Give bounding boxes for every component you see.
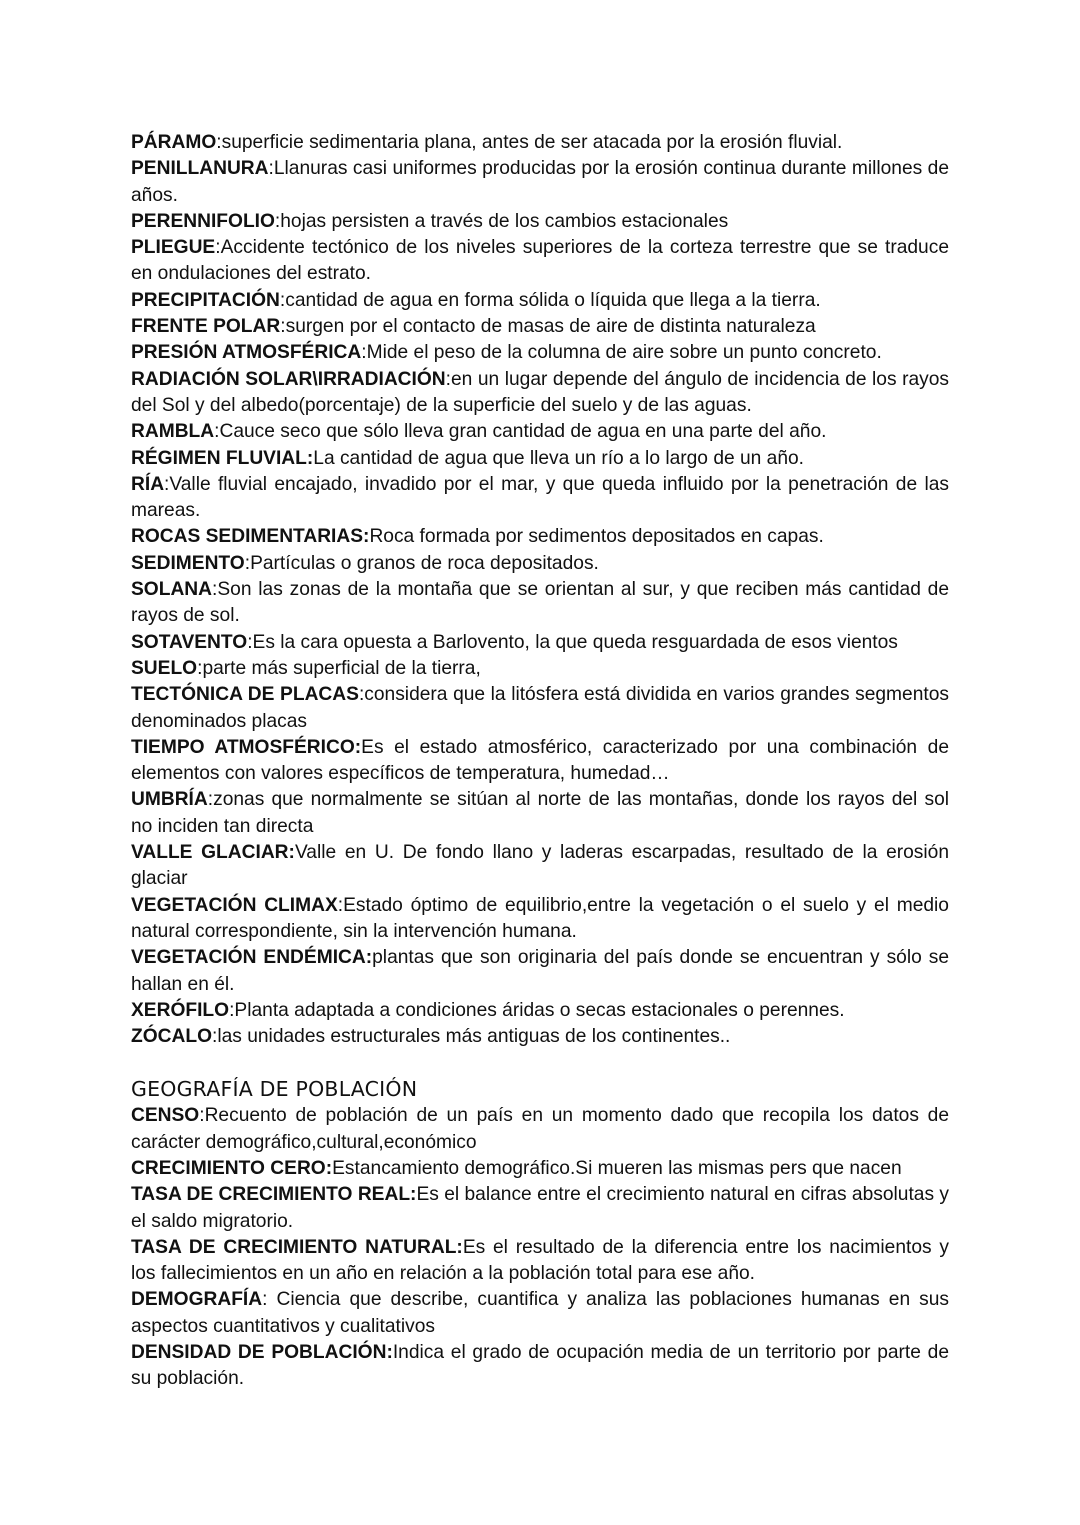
glossary-definition: en un lugar depende del ángulo de incidencia de los rayos del Sol y del albedo(porcentaje) de la superficie del suelo y de las aguas. [131, 368, 949, 416]
glossary-separator: : [197, 657, 203, 679]
glossary-definition: Estancamiento demográfico.Si mueren las mismas pers que nacen [332, 1157, 902, 1179]
glossary-entry [131, 1340, 949, 1393]
glossary-term: RAMBLA [131, 421, 215, 443]
glossary-entry [131, 314, 949, 340]
glossary-entry [131, 1024, 949, 1050]
glossary-definition: Partículas o granos de roca depositados. [250, 552, 599, 574]
glossary-definition: Roca formada por sedimentos depositados en capas. [369, 526, 824, 548]
glossary-separator: : [214, 421, 220, 443]
glossary-term: ZÓCALO [131, 1026, 213, 1048]
glossary-separator: : [268, 158, 274, 180]
glossary-definition: Accidente tectónico de los niveles superiores de la corteza terrestre que se traduce en ondulaciones del estrato. [131, 237, 949, 285]
glossary-definition: parte más superficial de la tierra, [202, 657, 481, 679]
glossary-term: PENILLANURA [131, 158, 269, 180]
section-title: GEOGRAFÍA DE POBLACIÓN [131, 1077, 418, 1102]
glossary-term: SUELO [131, 657, 198, 679]
glossary-term: SOLANA [131, 579, 213, 601]
glossary-definition: Valle en U. De fondo llano y laderas escarpadas, resultado de la erosión glaciar [131, 842, 949, 890]
glossary-separator: : [244, 552, 251, 574]
glossary-term: VEGETACIÓN CLIMAX [131, 894, 338, 916]
glossary-term: DEMOGRAFÍA [131, 1289, 263, 1311]
glossary-term: TIEMPO ATMOSFÉRICO: [131, 736, 362, 758]
glossary-entry [131, 840, 949, 893]
glossary-definition: Recuento de población de un país en un momento dado que recopila los datos de carácter demográfico,cultural,económico [131, 1105, 949, 1153]
glossary-list-population [131, 1103, 949, 1392]
glossary-separator: : [229, 999, 235, 1021]
glossary-separator: : [279, 289, 286, 311]
glossary-definition: Cauce seco que sólo lleva gran cantidad de agua en una parte del año. [219, 421, 827, 443]
glossary-definition: Llanuras casi uniformes producidas por la erosión continua durante millones de años. [131, 158, 949, 206]
glossary-definition: plantas que son originaria del país donde se encuentran y sólo se hallan en él. [131, 947, 950, 995]
glossary-separator: : [280, 316, 286, 338]
glossary-term: RADIACIÓN SOLAR\IRRADIACIÓN [131, 368, 446, 390]
glossary-separator: : [274, 210, 281, 232]
glossary-term: FRENTE POLAR [131, 316, 281, 338]
glossary-definition: Estado óptimo de equilibrio,entre la vegetación o el suelo y el medio natural correspondiente, sin la intervención humana. [131, 894, 949, 942]
glossary-separator: : [207, 789, 214, 811]
glossary-entry [131, 1287, 949, 1340]
glossary-separator: : [445, 368, 451, 390]
glossary-term: TASA DE CRECIMIENTO REAL: [131, 1184, 417, 1206]
glossary-definition: Es el estado atmosférico, caracterizado por una combinación de elementos con valores específicos de temperatura, humedad… [131, 736, 949, 785]
glossary-entry [131, 367, 949, 420]
glossary-term: TASA DE CRECIMIENTO NATURAL: [131, 1236, 463, 1258]
glossary-entry [131, 340, 949, 366]
glossary-definition: surgen por el contacto de masas de aire de distinta naturaleza [285, 316, 816, 338]
glossary-definition: Ciencia que describe, cuantifica y analiza las poblaciones humanas en sus aspectos cuantitativos y cualitativos [131, 1289, 949, 1337]
glossary-definition: hojas persisten a través de los cambios estacionales [280, 210, 729, 232]
glossary-definition: superficie sedimentaria plana, antes de ser atacada por la erosión fluvial. [221, 132, 843, 153]
glossary-separator: : [212, 1026, 218, 1048]
glossary-definition: considera que la litósfera está dividida en varios grandes segmentos denominados placas [131, 684, 949, 732]
glossary-term: SOTAVENTO [131, 631, 248, 653]
glossary-term: RÉGIMEN FLUVIAL: [131, 447, 314, 469]
glossary-entry [131, 682, 949, 735]
glossary-entry [131, 156, 949, 209]
glossary-entry [131, 1103, 949, 1156]
glossary-term: PÁRAMO [131, 132, 217, 153]
glossary-separator: : [215, 237, 221, 259]
glossary-entry [131, 735, 949, 788]
glossary-definition: Valle fluvial encajado, invadido por el mar, y que queda influido por la penetración de las mareas. [131, 473, 949, 522]
glossary-term: PRESIÓN ATMOSFÉRICA [131, 342, 362, 364]
glossary-separator: : [358, 684, 365, 706]
glossary-definition: Mide el peso de la columna de aire sobre un punto concreto. [366, 342, 882, 364]
glossary-term: TECTÓNICA DE PLACAS [131, 684, 359, 706]
glossary-entry [131, 288, 949, 314]
glossary-entry [131, 1182, 949, 1235]
glossary-definition: Son las zonas de la montaña que se orientan al sur, y que reciben más cantidad de rayos de sol. [131, 579, 949, 627]
glossary-entry [131, 998, 949, 1024]
glossary-term: PERENNIFOLIO [131, 210, 275, 232]
glossary-entry [131, 1235, 949, 1288]
glossary-term: PLIEGUE [131, 237, 216, 259]
glossary-entry [131, 577, 949, 630]
glossary-separator: : [262, 1289, 268, 1311]
glossary-definition: las unidades estructurales más antiguas de los continentes.. [217, 1026, 731, 1048]
glossary-term: RÍA [131, 473, 165, 495]
glossary-term: ROCAS SEDIMENTARIAS: [131, 526, 370, 548]
glossary-term: VEGETACIÓN ENDÉMICA: [131, 947, 373, 969]
glossary-separator: : [361, 342, 367, 364]
glossary-list-physical [131, 130, 949, 1050]
glossary-term: VALLE GLACIAR: [131, 842, 295, 864]
glossary-term: CENSO [131, 1105, 200, 1127]
glossary-entry [131, 130, 949, 156]
glossary-entry [131, 787, 949, 840]
glossary-entry [131, 656, 949, 682]
glossary-term: SEDIMENTO [131, 552, 245, 574]
glossary-entry [131, 945, 949, 998]
glossary-entry [131, 472, 949, 525]
glossary-separator: : [164, 473, 170, 495]
glossary-separator: : [247, 631, 253, 653]
glossary-separator: : [212, 579, 218, 601]
glossary-entry [131, 1156, 949, 1182]
glossary-definition: Es la cara opuesta a Barlovento, la que queda resguardada de esos vientos [252, 631, 898, 653]
glossary-separator: : [216, 132, 222, 153]
glossary-entry [131, 551, 949, 577]
glossary-term: XERÓFILO [131, 999, 230, 1021]
glossary-entry [131, 235, 949, 288]
document-page [131, 130, 949, 1393]
glossary-definition: Planta adaptada a condiciones áridas o secas estacionales o perennes. [234, 999, 845, 1021]
glossary-term: DENSIDAD DE POBLACIÓN: [131, 1342, 393, 1364]
glossary-term: CRECIMIENTO CERO: [131, 1157, 333, 1179]
glossary-definition: zonas que normalmente se sitúan al norte de las montañas, donde los rayos del sol no inciden tan directa [131, 789, 949, 837]
glossary-entry [131, 209, 949, 235]
glossary-definition: cantidad de agua en forma sólida o líquida que llega a la tierra. [285, 289, 821, 311]
glossary-separator: : [337, 894, 344, 916]
glossary-entry [131, 893, 949, 946]
glossary-definition: Es el resultado de la diferencia entre los nacimientos y los fallecimientos en un año en relación a la población total para ese año. [131, 1236, 949, 1285]
glossary-entry [131, 419, 949, 445]
glossary-definition: La cantidad de agua que lleva un río a lo largo de un año. [313, 447, 805, 469]
glossary-definition: Es el balance entre el crecimiento natural en cifras absolutas y el saldo migratorio. [131, 1184, 949, 1232]
glossary-entry [131, 446, 949, 472]
glossary-definition: Indica el grado de ocupación media de un territorio por parte de su población. [131, 1342, 949, 1390]
glossary-separator: : [199, 1105, 205, 1127]
glossary-entry [131, 524, 949, 550]
glossary-entry [131, 630, 949, 656]
glossary-term: UMBRÍA [131, 789, 208, 811]
glossary-term: PRECIPITACIÓN [131, 289, 280, 311]
